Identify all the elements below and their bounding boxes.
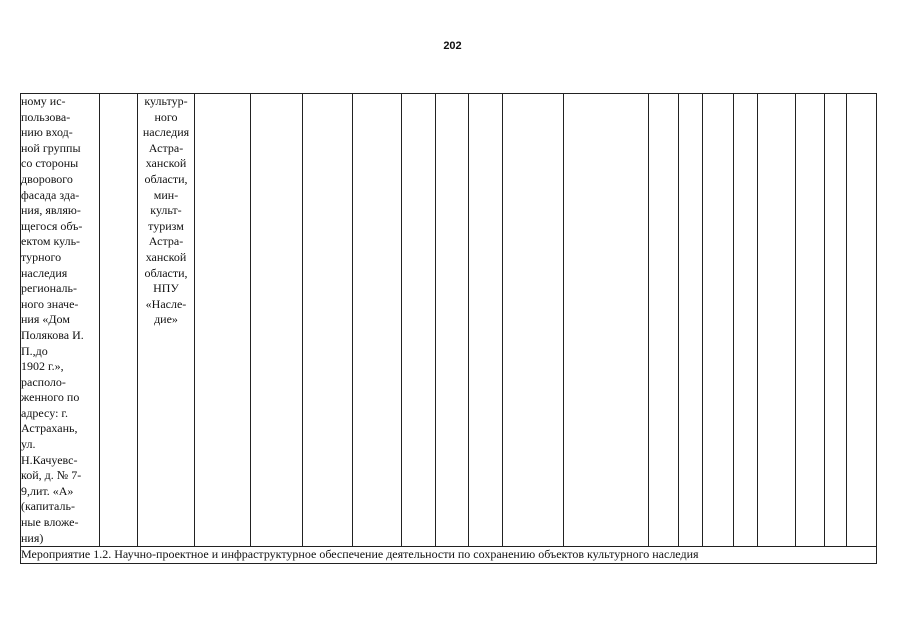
description-line: адресу: г. <box>21 405 68 420</box>
description-line: женного по <box>21 390 80 405</box>
description-line: Астрахань, <box>21 421 78 436</box>
executor-line: ханской <box>145 249 187 264</box>
executor-line: наследия <box>142 125 190 140</box>
executor-line: мин- <box>153 187 179 202</box>
description-line: нию вход- <box>21 125 73 140</box>
description-line: турного <box>21 249 62 264</box>
description-line: ния) <box>21 530 44 545</box>
empty-cell <box>251 94 303 547</box>
description-line: ные вложе- <box>21 515 79 530</box>
event-row <box>21 547 877 564</box>
event-title: Мероприятие 1.2. Научно-проектное и инфраструктурное обеспечение деятельности по сохранению объектов культурного наследия <box>21 547 877 564</box>
empty-cell <box>402 94 436 547</box>
executor-line: культ- <box>150 203 182 218</box>
empty-cell <box>796 94 825 547</box>
description-line: ной группы <box>21 140 81 155</box>
executor-line: культур- <box>144 94 188 108</box>
empty-cell <box>503 94 564 547</box>
executor-line: дие» <box>154 312 178 327</box>
description-line: региональ- <box>21 281 77 296</box>
description-line: фасада зда- <box>21 187 80 202</box>
table-row <box>21 94 877 547</box>
description-line: ектом куль- <box>21 234 81 249</box>
empty-cell <box>847 94 877 547</box>
description-line: П.,до <box>21 343 48 358</box>
description-line: щегося объ- <box>21 218 83 233</box>
executor-line: НПУ <box>153 281 179 296</box>
empty-cell <box>303 94 353 547</box>
measures-table <box>20 93 877 564</box>
empty-cell <box>649 94 679 547</box>
description-line: ул. <box>21 437 36 452</box>
description-line: 1902 г.», <box>21 359 64 374</box>
page-number: 202 <box>443 40 462 52</box>
executor-line: области, <box>144 265 188 280</box>
executor-cell <box>138 94 195 547</box>
description-line: со стороны <box>21 156 79 171</box>
description-line: ния «Дом <box>21 312 70 327</box>
description-line: Н.Качуевс- <box>21 452 78 467</box>
description-line: ному ис- <box>21 94 66 108</box>
empty-cell <box>679 94 703 547</box>
executor-line: ного <box>154 109 178 124</box>
executor-line: Астра- <box>148 140 184 155</box>
empty-cell <box>758 94 796 547</box>
description-line: ного значе- <box>21 296 79 311</box>
empty-cell <box>353 94 402 547</box>
executor-line: области, <box>144 171 188 186</box>
description-line: Полякова И. <box>21 327 84 342</box>
executor-line: туризм <box>148 218 184 233</box>
empty-cell <box>436 94 469 547</box>
executor-line: «Насле- <box>145 296 187 311</box>
description-line: 9,лит. «А» <box>21 483 74 498</box>
executor-line: Астра- <box>148 234 184 249</box>
empty-cell <box>564 94 649 547</box>
description-line: ния, являю- <box>21 203 81 218</box>
description-line: (капиталь- <box>21 499 75 514</box>
empty-cell <box>195 94 251 547</box>
description-line: дворового <box>21 171 73 186</box>
description-cell <box>21 94 100 547</box>
empty-cell <box>734 94 758 547</box>
empty-cell <box>100 94 138 547</box>
description-line: пользова- <box>21 109 71 124</box>
executor-line: ханской <box>145 156 187 171</box>
description-line: кой, д. № 7- <box>21 468 82 483</box>
empty-cell <box>825 94 847 547</box>
description-line: наследия <box>21 265 68 280</box>
empty-cell <box>703 94 734 547</box>
empty-cell <box>469 94 503 547</box>
description-line: располо- <box>21 374 66 389</box>
